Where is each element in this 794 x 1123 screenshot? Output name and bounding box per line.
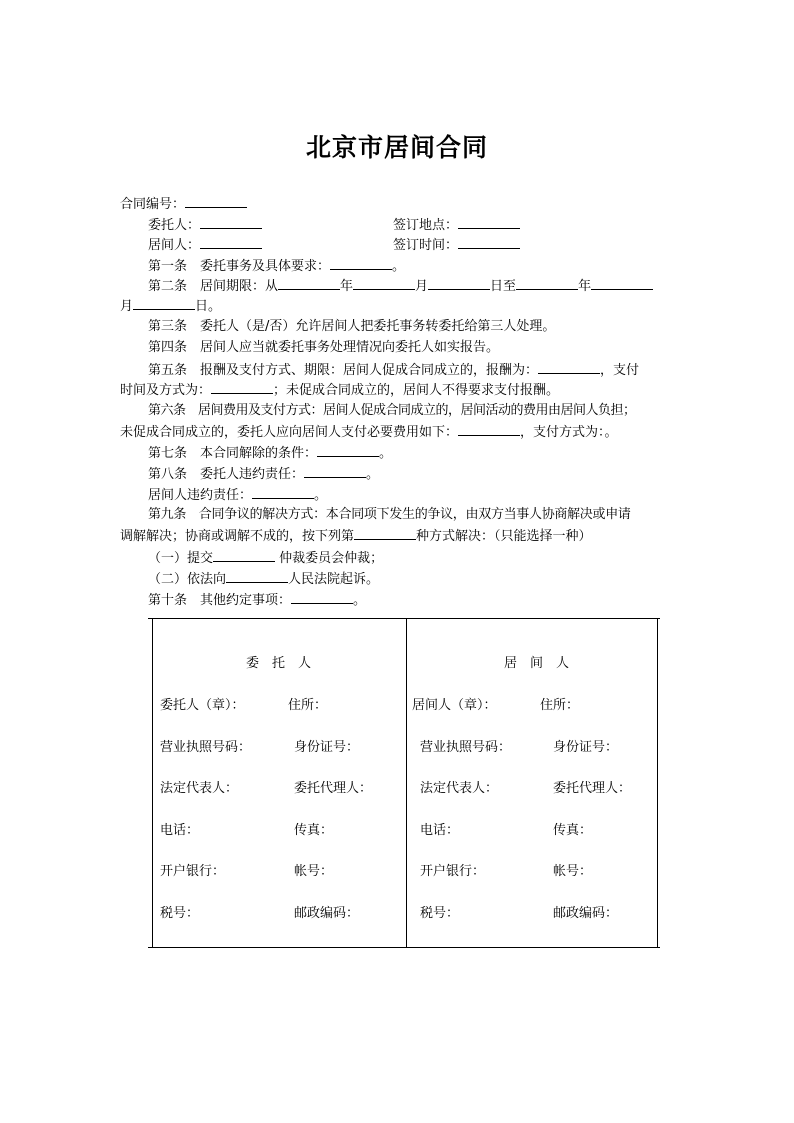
left-row-1-b: 住所： bbox=[288, 698, 328, 713]
signature-table bbox=[148, 614, 660, 952]
principal-blank bbox=[200, 216, 262, 229]
intermediary-line bbox=[148, 236, 262, 254]
left-row-1-a: 委托人（章）： bbox=[160, 698, 245, 713]
right-row-6-a: 税号： bbox=[420, 906, 460, 921]
right-row-3-a: 法定代表人： bbox=[420, 781, 499, 796]
left-row-4-b: 传真： bbox=[294, 823, 334, 838]
sign-place-line bbox=[393, 216, 520, 234]
article-2-line1: 第二条 居间期限：从 年 月 日至 年 bbox=[148, 277, 653, 295]
principal-label: 委托人： bbox=[148, 218, 201, 233]
article-5-line1: 第五条 报酬及支付方式、期限：居间人促成合同成立的，报酬为： ，支付 bbox=[148, 363, 640, 378]
contract-number-label: 合同编号： bbox=[120, 197, 186, 212]
table-center-border bbox=[406, 618, 407, 948]
option-1: （一）提交 仲裁委员会仲裁； bbox=[148, 551, 384, 566]
contract-number-line bbox=[120, 195, 247, 213]
right-row-2-b: 身份证号： bbox=[553, 740, 619, 755]
right-row-5-a: 开户银行： bbox=[420, 864, 486, 879]
article-9-line2: 调解解决；协商或调解不成的，按下列第 种方式解决：（只能选择一种） bbox=[120, 529, 592, 544]
left-row-3-a: 法定代表人： bbox=[160, 781, 239, 796]
right-row-2-a: 营业执照号码： bbox=[420, 740, 512, 755]
article-6-line2: 未促成合同成立的，委托人应向居间人支付必要费用如下： ，支付方式为：。 bbox=[120, 425, 618, 440]
principal-line bbox=[148, 216, 262, 234]
left-row-2-a: 营业执照号码： bbox=[160, 740, 252, 755]
left-row-5-a: 开户银行： bbox=[160, 864, 226, 879]
right-row-6-b: 邮政编码： bbox=[553, 906, 619, 921]
intermediary-label: 居间人： bbox=[148, 238, 201, 253]
article-5-line2: 时间及方式为： ；未促成合同成立的，居间人不得要求支付报酬。 bbox=[120, 383, 560, 398]
option-2: （二）依法向 人民法院起诉。 bbox=[148, 572, 380, 587]
right-row-1-b: 住所： bbox=[540, 698, 580, 713]
document-title: 北京市居间合同 bbox=[305, 133, 488, 162]
right-row-4-a: 电话： bbox=[420, 823, 460, 838]
table-left-border bbox=[152, 618, 153, 948]
right-row-5-b: 帐号： bbox=[553, 864, 593, 879]
article-1: 第一条 委托事务及具体要求： 。 bbox=[148, 259, 406, 274]
right-row-1-a: 居间人（章）： bbox=[412, 698, 497, 713]
left-row-6-a: 税号： bbox=[160, 906, 200, 921]
article-4: 第四条 居间人应当就委托事务处理情况向委托人如实报告。 bbox=[148, 340, 500, 355]
right-row-4-b: 传真： bbox=[553, 823, 593, 838]
left-row-5-b: 帐号： bbox=[294, 864, 334, 879]
sign-time-label: 签订时间： bbox=[393, 238, 459, 253]
left-header: 委 托 人 bbox=[246, 656, 312, 671]
article-8b: 居间人违约责任： 。 bbox=[148, 488, 328, 503]
table-top-border bbox=[148, 618, 660, 619]
left-row-4-a: 电话： bbox=[160, 823, 200, 838]
contract-number-blank bbox=[185, 195, 247, 208]
table-bottom-border bbox=[148, 947, 660, 948]
article-6-line1: 第六条 居间费用及支付方式：居间人促成合同成立的，居间活动的费用由居间人负担； bbox=[148, 403, 636, 418]
article-3: 第三条 委托人（是/否）允许居间人把委托事务转委托给第三人处理。 bbox=[148, 319, 556, 334]
left-row-6-b: 邮政编码： bbox=[294, 906, 360, 921]
sign-place-label: 签订地点： bbox=[393, 218, 459, 233]
article-2-line2: 月 日。 bbox=[120, 299, 222, 314]
sign-time-blank bbox=[458, 236, 520, 249]
article-8: 第八条 委托人违约责任： 。 bbox=[148, 467, 380, 482]
intermediary-blank bbox=[200, 236, 262, 249]
table-right-border bbox=[657, 618, 658, 948]
left-row-2-b: 身份证号： bbox=[294, 740, 360, 755]
right-header: 居 间 人 bbox=[504, 656, 570, 671]
article-10: 第十条 其他约定事项： 。 bbox=[148, 593, 367, 608]
left-row-3-b: 委托代理人： bbox=[294, 781, 373, 796]
article-7: 第七条 本合同解除的条件： 。 bbox=[148, 446, 393, 461]
sign-place-blank bbox=[458, 216, 520, 229]
right-row-3-b: 委托代理人： bbox=[553, 781, 632, 796]
sign-time-line bbox=[393, 236, 520, 254]
article-9-line1: 第九条 合同争议的解决方式：本合同项下发生的争议，由双方当事人协商解决或申请 bbox=[148, 507, 631, 522]
